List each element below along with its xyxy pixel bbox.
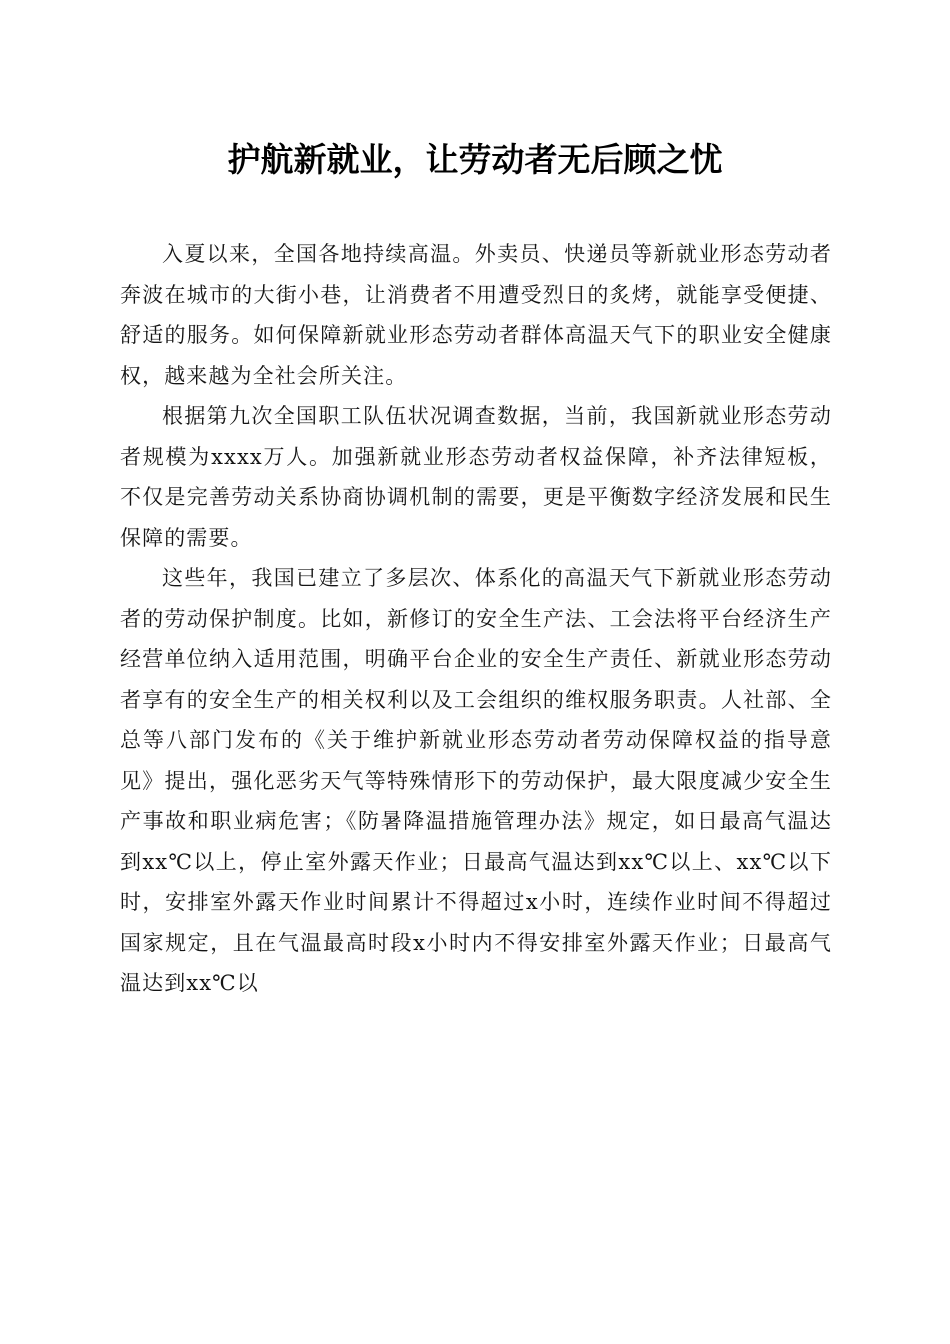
paragraph-1: 入夏以来，全国各地持续高温。外卖员、快递员等新就业形态劳动者奔波在城市的大街小巷，让消费者不用遭受烈日的炙烤，就能享受便捷、舒适的服务。如何保障新就业形态劳动者群体高温天气下的职业安全健康权，越来越为全社会所关注。 bbox=[120, 242, 832, 388]
paragraph-2: 根据第九次全国职工队伍状况调查数据，当前，我国新就业形态劳动者规模为xxxx万人。加强新就业形态劳动者权益保障，补齐法律短板，不仅是完善劳动关系协商协调机制的需要，更是平衡数字经济发展和民生保障的需要。 bbox=[120, 404, 832, 550]
document-title: 护航新就业，让劳动者无后顾之忧 bbox=[227, 140, 723, 179]
paragraph-3: 这些年，我国已建立了多层次、体系化的高温天气下新就业形态劳动者的劳动保护制度。比如，新修订的安全生产法、工会法将平台经济生产经营单位纳入适用范围，明确平台企业的安全生产责任、新就业形态劳动者享有的安全生产的相关权利以及工会组织的维权服务职责。人社部、全总等八部门发布的《关于维护新就业形态劳动者劳动保障权益的指导意见》提出，强化恶劣天气等特殊情形下的劳动保护，最大限度减少安全生产事故和职业病危害；《防暑降温措施管理办法》规定，如日最高气温达到xx℃以上，停止室外露天作业；日最高气温达到xx℃以上、xx℃以下时，安排室外露天作业时间累计不得超过x小时，连续作业时间不得超过国家规定，且在气温最高时段x小时内不得安排室外露天作业；日最高气温达到xx℃以 bbox=[120, 566, 832, 995]
document-body bbox=[120, 234, 832, 1004]
